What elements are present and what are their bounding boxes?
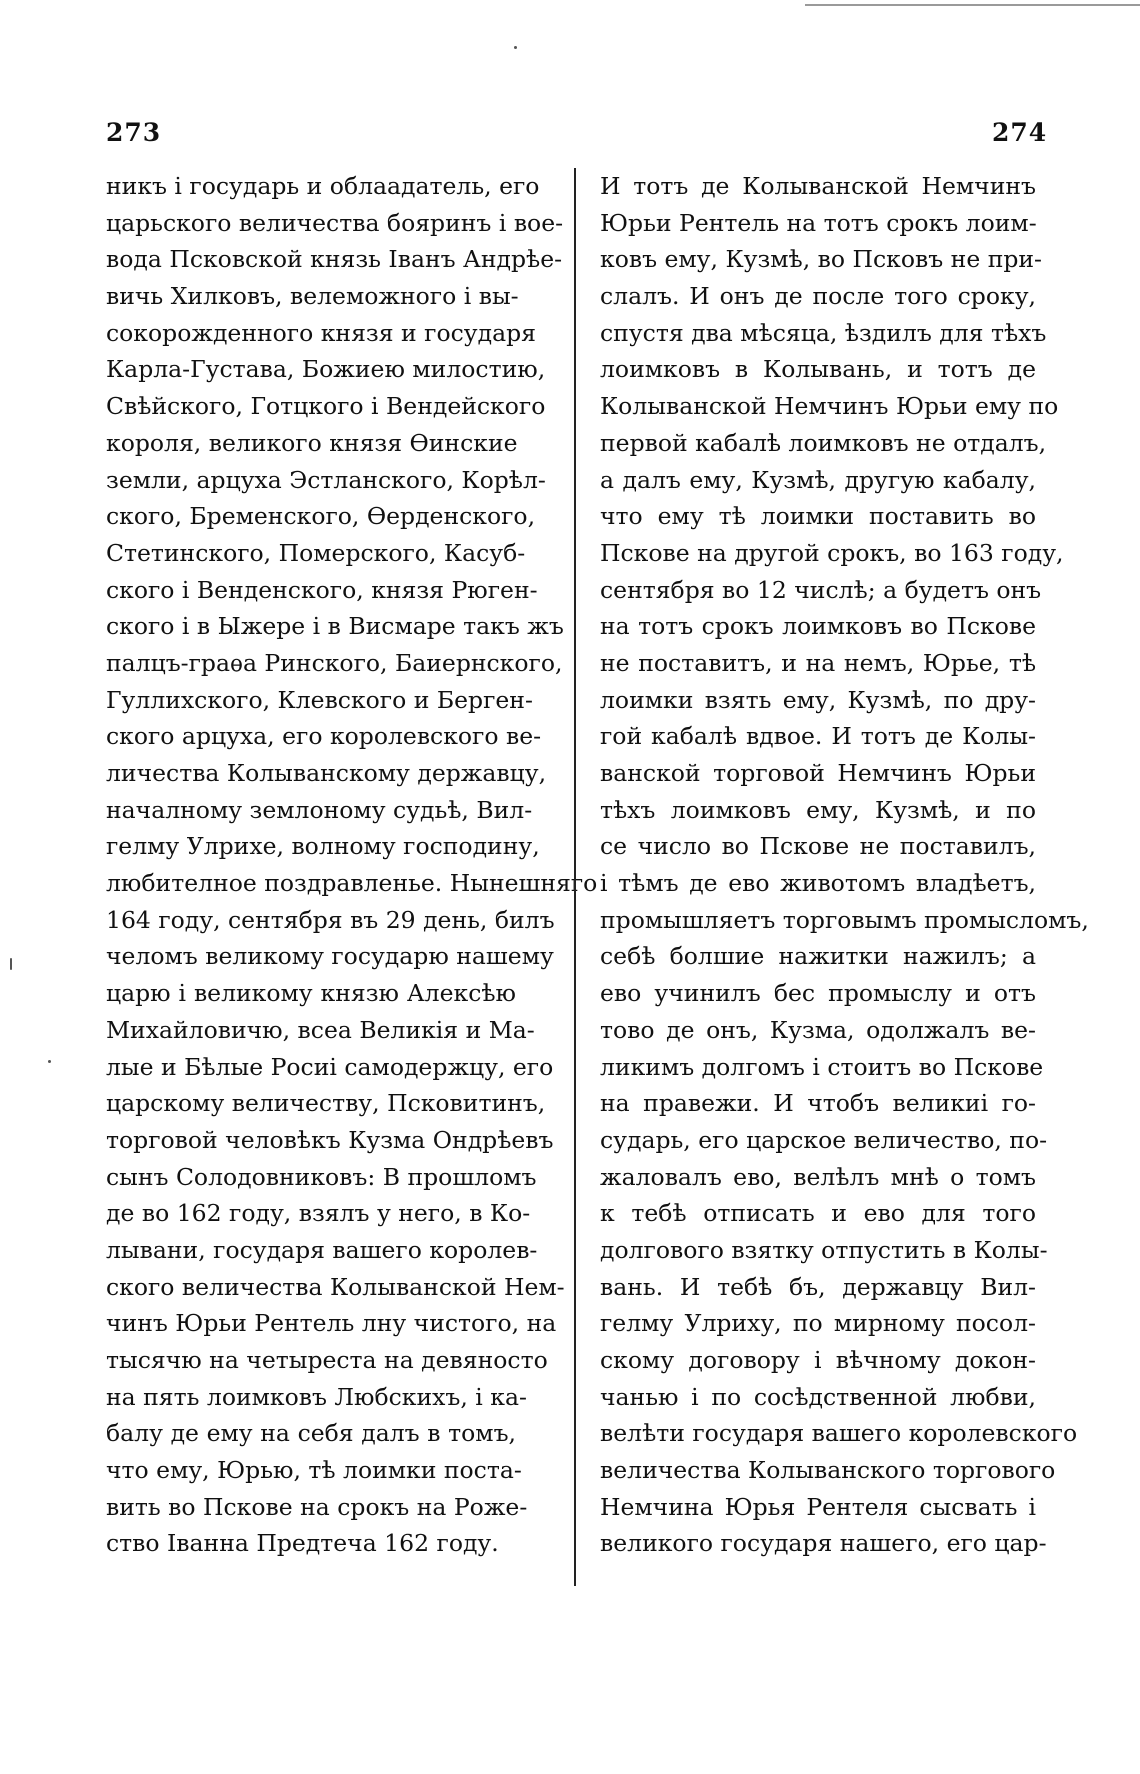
text-line: на тотъ срокъ лоимковъ во Пскове <box>600 612 1036 641</box>
text-line: ево учинилъ бес промыслу и отъ <box>600 979 1036 1008</box>
text-line: сокорожденного князя и государя <box>106 318 536 347</box>
text-line: лоимки взять ему, Кузмѣ, по дру- <box>600 685 1036 714</box>
text-line: челомъ великому государю нашему <box>106 942 554 971</box>
text-line: тѣхъ лоимковъ ему, Кузмѣ, и по <box>600 795 1036 824</box>
text-line: торговой человѣкъ Кузма Ондрѣевъ <box>106 1125 554 1154</box>
column-divider <box>574 168 576 1586</box>
text-line: великого государя нашего, его цар- <box>600 1529 1047 1558</box>
text-line: скому договору і вѣчному докон- <box>600 1346 1036 1374</box>
text-line: а далъ ему, Кузмѣ, другую кабалу, <box>600 465 1036 494</box>
text-line: сентября во 12 числѣ; а будетъ онъ <box>600 575 1042 604</box>
text-line: личества Колыванскому державцу, <box>106 759 547 787</box>
text-line: тысячю на четыреста на девяносто <box>106 1346 548 1374</box>
text-line: слалъ. И онъ де после того сроку, <box>600 282 1036 311</box>
text-line: Свѣйского, Готцкого і Вендейского <box>106 392 546 421</box>
text-line: на пять лоимковъ Любскихъ, і ка- <box>106 1382 527 1411</box>
text-line: лые и Бѣлые Росиі самодержцу, его <box>106 1052 554 1081</box>
text-line: ского арцуха, его королевского ве- <box>106 722 542 751</box>
text-line: і тѣмъ де ево животомъ владѣетъ, <box>600 869 1036 898</box>
text-line: ковъ ему, Кузмѣ, во Псковъ не при- <box>600 245 1043 274</box>
text-line: Колыванской Немчинъ Юрьи ему по <box>600 392 1059 421</box>
text-line: гой кабалѣ вдвое. И тотъ де Колы- <box>600 722 1036 751</box>
scan-speck <box>10 958 12 970</box>
text-line: ского і Венденского, князя Рюген- <box>106 575 538 604</box>
text-line: 164 году, сентября въ 29 день, билъ <box>106 905 555 934</box>
text-line: гелму Улрихе, волному господину, <box>106 832 540 861</box>
text-line: лывани, государя вашего королев- <box>106 1235 538 1264</box>
text-line: царю і великому князю Алексѣю <box>106 979 516 1008</box>
text-line: вичь Хилковъ, велеможного і вы- <box>106 282 519 311</box>
text-line: сударь, его царское величество, по- <box>600 1125 1048 1154</box>
text-line: велѣти государя вашего королевского <box>600 1419 1078 1448</box>
text-line: себѣ болшие нажитки нажилъ; а <box>600 942 1036 971</box>
text-line: не поставитъ, и на немъ, Юрье, тѣ <box>600 648 1036 677</box>
text-line: что ему, Юрью, тѣ лоимки поста- <box>106 1456 522 1485</box>
text-line: ского і в Ыжере і в Висмаре такъ жъ <box>106 612 564 641</box>
text-line: сынъ Солодовниковъ: В прошломъ <box>106 1162 537 1191</box>
text-line: земли, арцуха Эстланского, Корѣл- <box>106 465 546 494</box>
text-line: гелму Улриху, по мирному посол- <box>600 1309 1036 1338</box>
text-line: вань. И тебѣ бъ, державцу Вил- <box>600 1272 1036 1301</box>
text-line: Карла-Густава, Божиею милостию, <box>106 355 546 384</box>
text-line: царскому величеству, Псковитинъ, <box>106 1089 546 1118</box>
text-line: вить во Пскове на срокъ на Роже- <box>106 1492 528 1521</box>
text-line: ванской торговой Немчинъ Юрьи <box>600 759 1036 787</box>
text-line: Стетинского, Померского, Касуб- <box>106 538 526 567</box>
text-line: что ему тѣ лоимки поставить во <box>600 502 1036 531</box>
text-line: се число во Пскове не поставилъ, <box>600 832 1036 861</box>
right-page-number: 274 <box>992 118 1048 147</box>
text-line: И тотъ де Колыванской Немчинъ <box>600 172 1036 200</box>
text-line: любителное поздравленье. Нынешняго <box>106 869 598 898</box>
text-line: ского величества Колыванской Нем- <box>106 1272 565 1301</box>
top-edge-rule <box>805 4 1140 6</box>
text-line: началному землоному судьѣ, Вил- <box>106 795 533 824</box>
text-line: Пскове на другой срокъ, во 163 году, <box>600 538 1064 567</box>
text-line: ского, Бременского, Ѳерденского, <box>106 502 536 531</box>
text-line: спустя два мѣсяца, ѣздилъ для тѣхъ <box>600 318 1047 347</box>
right-text-column <box>600 168 1089 1562</box>
text-line: долгового взятку отпустить в Колы- <box>600 1235 1048 1264</box>
text-line: де во 162 году, взялъ у него, в Ко- <box>106 1199 531 1228</box>
scan-speck <box>48 1060 51 1063</box>
text-line: Юрьи Рентель на тотъ срокъ лоим- <box>600 208 1037 237</box>
text-line: величества Колыванского торгового <box>600 1456 1056 1485</box>
text-line: короля, великого князя Ѳинские <box>106 428 518 457</box>
text-line: первой кабалѣ лоимковъ не отдалъ, <box>600 428 1047 457</box>
text-line: промышляетъ торговымъ промысломъ, <box>600 905 1089 934</box>
text-line: на правежи. И чтобъ великиі го- <box>600 1089 1036 1118</box>
left-page-number: 273 <box>106 118 162 147</box>
text-line: Немчина Юрья Рентеля сысвать і <box>600 1492 1036 1521</box>
text-line: жаловалъ ево, велѣлъ мнѣ о томъ <box>600 1162 1036 1191</box>
text-line: палцъ-граѳа Ринского, Баиернского, <box>106 648 563 677</box>
left-text-column <box>106 168 598 1562</box>
text-line: чинъ Юрьи Рентель лну чистого, на <box>106 1309 557 1338</box>
text-line: ликимъ долгомъ і стоитъ во Пскове <box>600 1052 1044 1081</box>
scan-speck <box>514 46 517 49</box>
text-line: никъ і государь и облаадатель, его <box>106 172 540 200</box>
text-line: лоимковъ в Колывань, и тотъ де <box>600 355 1036 384</box>
text-line: вода Псковской князь Іванъ Андрѣе- <box>106 245 563 274</box>
text-line: Михайловичю, всеа Великія и Ма- <box>106 1015 535 1044</box>
text-line: тово де онъ, Кузма, одолжалъ ве- <box>600 1015 1036 1044</box>
text-line: чанью і по сосѣдственной любви, <box>600 1382 1036 1411</box>
text-line: царьского величества бояринъ і вое- <box>106 208 564 237</box>
text-line: к тебѣ отписать и ево для того <box>600 1199 1036 1228</box>
text-line: ство Іванна Предтеча 162 году. <box>106 1529 499 1558</box>
text-line: Гуллихского, Клевского и Берген- <box>106 685 533 714</box>
text-line: балу де ему на себя далъ в томъ, <box>106 1419 516 1448</box>
